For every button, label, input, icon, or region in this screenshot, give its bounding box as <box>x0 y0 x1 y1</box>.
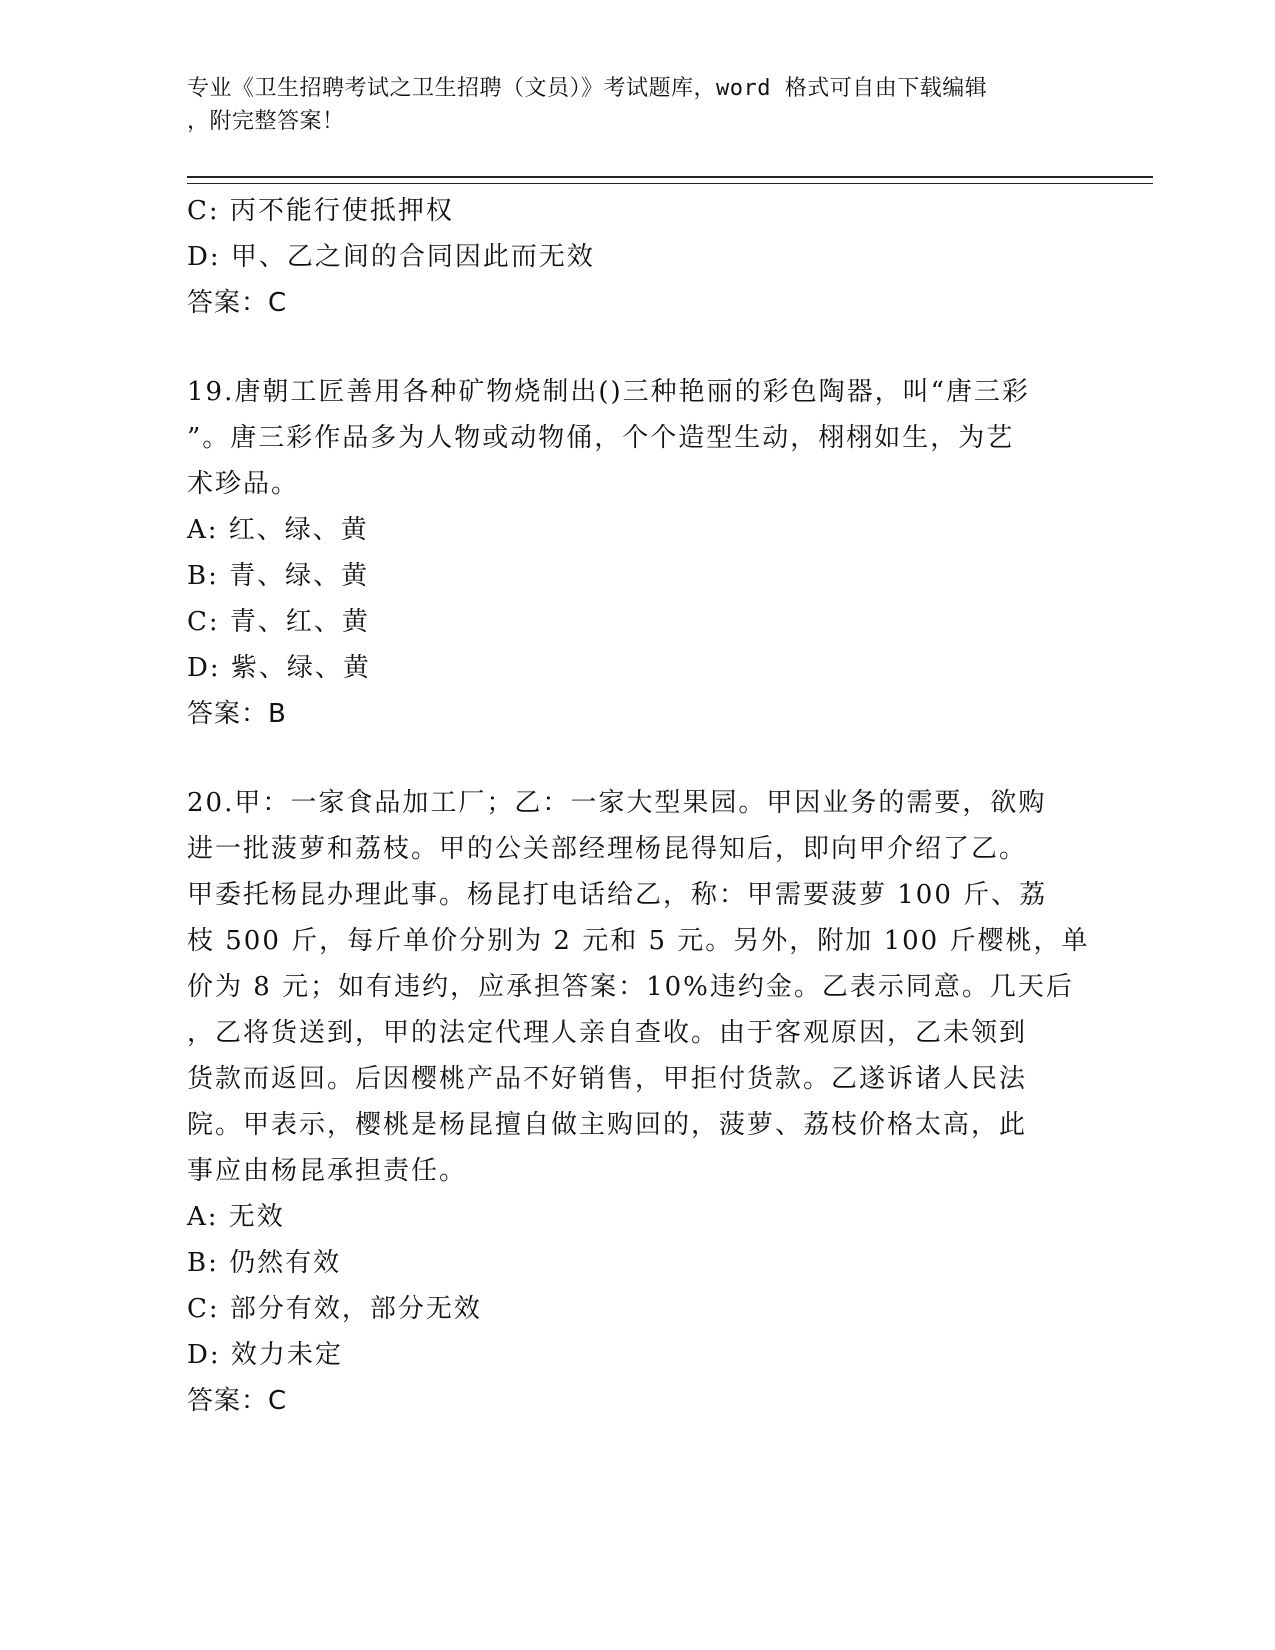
answer-line: 答案：B <box>187 699 287 729</box>
answer-line: 答案：C <box>187 288 288 318</box>
spacer <box>187 737 1087 780</box>
question-20 <box>187 780 1090 1424</box>
stem-line: 19.唐朝工匠善用各种矿物烧制出()三种艳丽的彩色陶器，叫“唐三彩 <box>187 377 1030 407</box>
stem-line: 价为 8 元；如有违约，应承担答案：10%违约金。乙表示同意。几天后 <box>187 972 1074 1002</box>
option-c: C: 部分有效，部分无效 <box>187 1294 482 1324</box>
stem-line: 进一批菠萝和荔枝。甲的公关部经理杨昆得知后，即向甲介绍了乙。 <box>187 834 1028 864</box>
question-18-tail <box>187 188 1087 326</box>
option-b: B: 仍然有效 <box>187 1248 342 1278</box>
option-d: D: 甲、乙之间的合同因此而无效 <box>187 242 595 272</box>
option-d: D: 效力未定 <box>187 1340 343 1370</box>
stem-line: ”。唐三彩作品多为人物或动物俑，个个造型生动，栩栩如生，为艺 <box>187 423 1015 453</box>
stem-line: 术珍品。 <box>187 469 300 499</box>
option-c: C: 青、红、黄 <box>187 607 370 637</box>
question-19 <box>187 369 1087 737</box>
option-a: A: 红、绿、黄 <box>187 515 369 545</box>
answer-line: 答案：C <box>187 1386 288 1416</box>
stem-line: 20.甲：一家食品加工厂；乙：一家大型果园。甲因业务的需要，欲购 <box>187 788 1047 818</box>
question-stem <box>187 780 1090 1194</box>
question-stem <box>187 369 1087 507</box>
header-line: 专业《卫生招聘考试之卫生招聘（文员）》考试题库，word 格式可自由下载编辑 <box>187 76 988 101</box>
stem-line: 院。甲表示，樱桃是杨昆擅自做主购回的，菠萝、荔枝价格太高，此 <box>187 1110 1028 1140</box>
stem-line: 枝 500 斤，每斤单价分别为 2 元和 5 元。另外，附加 100 斤樱桃，单 <box>187 926 1090 956</box>
option-a: A: 无效 <box>187 1202 285 1232</box>
stem-line: 货款而返回。后因樱桃产品不好销售，甲拒付货款。乙遂诉诸人民法 <box>187 1064 1028 1094</box>
option-c: C: 丙不能行使抵押权 <box>187 196 454 226</box>
option-d: D: 紫、绿、黄 <box>187 653 371 683</box>
spacer <box>187 326 1087 369</box>
header-divider <box>187 176 1153 184</box>
document-header <box>187 72 1067 138</box>
header-line: ，附完整答案！ <box>187 109 345 134</box>
stem-line: 甲委托杨昆办理此事。杨昆打电话给乙，称：甲需要菠萝 100 斤、荔 <box>187 880 1048 910</box>
stem-line: ，乙将货送到，甲的法定代理人亲自查收。由于客观原因，乙未领到 <box>187 1018 1028 1048</box>
option-b: B: 青、绿、黄 <box>187 561 370 591</box>
question-content <box>187 188 1090 1424</box>
stem-line: 事应由杨昆承担责任。 <box>187 1156 468 1186</box>
